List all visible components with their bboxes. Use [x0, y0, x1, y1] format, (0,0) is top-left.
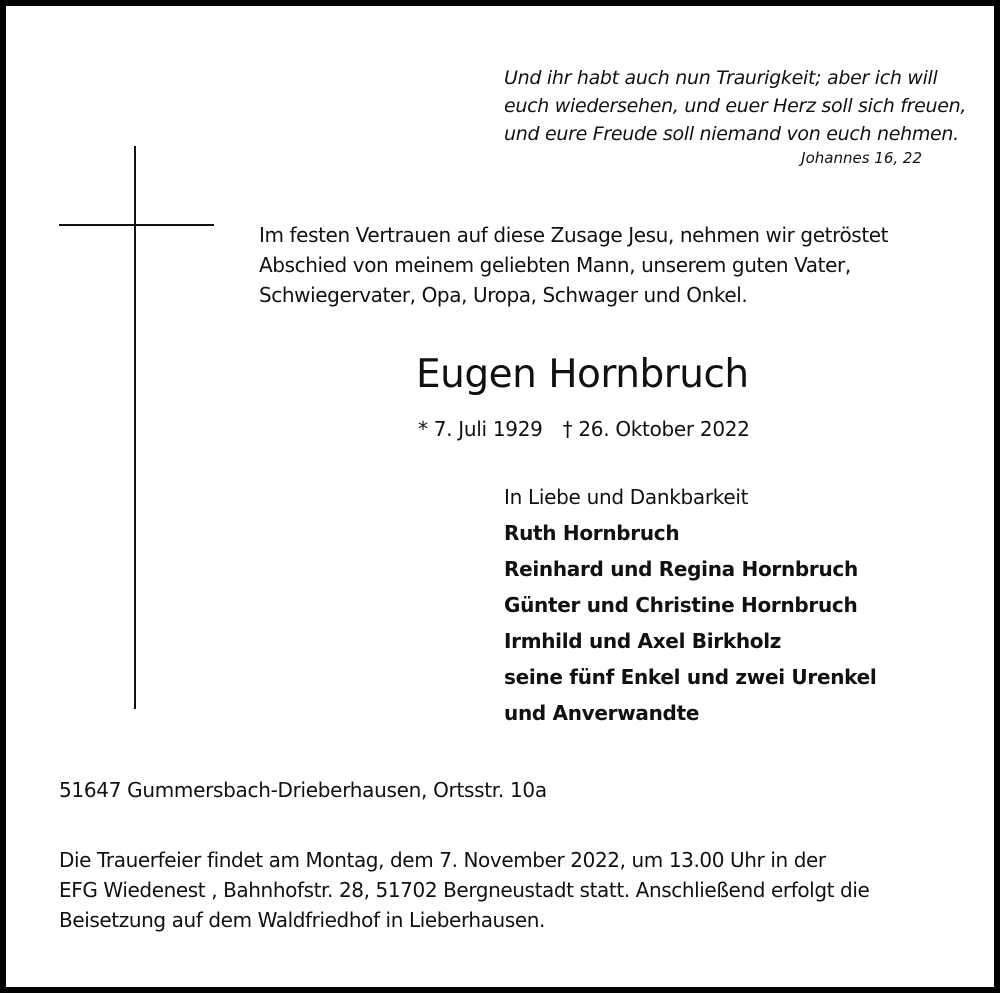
death-date: † 26. Oktober 2022 [562, 417, 750, 441]
signoff-block [504, 479, 944, 731]
verse-reference: Johannes 16, 22 [801, 149, 922, 167]
cross-horizontal-bar [59, 224, 214, 226]
mourner-name: Irmhild und Axel Birkholz [504, 629, 782, 653]
birth-date: * 7. Juli 1929 [418, 417, 543, 441]
signoff-heading: In Liebe und Dankbarkeit [504, 485, 749, 509]
family-address: 51647 Gummersbach-Drieberhausen, Ortsstr. 10a [59, 778, 547, 802]
notice-line: Die Trauerfeier findet am Montag, dem 7. November 2022, um 13.00 Uhr in der [59, 848, 826, 872]
intro-line: Schwiegervater, Opa, Uropa, Schwager und Onkel. [259, 283, 748, 307]
bible-verse [504, 64, 967, 148]
cross-vertical-bar [134, 146, 136, 709]
notice-line: EFG Wiedenest , Bahnhofstr. 28, 51702 Bergneustadt statt. Anschließend erfolgt die [59, 878, 870, 902]
intro-text [259, 220, 959, 310]
mourner-name: Reinhard und Regina Hornbruch [504, 557, 858, 581]
mourner-name: Günter und Christine Hornbruch [504, 593, 858, 617]
notice-line: Beisetzung auf dem Waldfriedhof in Lieberhausen. [59, 908, 545, 932]
mourner-name: seine fünf Enkel und zwei Urenkel [504, 665, 877, 689]
intro-line: Im festen Vertrauen auf diese Zusage Jesu, nehmen wir getröstet [259, 223, 889, 247]
funeral-notice [59, 845, 959, 935]
mourner-name: und Anverwandte [504, 701, 700, 725]
verse-line: Und ihr habt auch nun Traurigkeit; aber ich will [504, 67, 938, 89]
life-dates [418, 415, 750, 443]
mourner-name: Ruth Hornbruch [504, 521, 680, 545]
deceased-name: Eugen Hornbruch [416, 352, 749, 397]
verse-line: und eure Freude soll niemand von euch nehmen. [504, 123, 959, 145]
intro-line: Abschied von meinem geliebten Mann, unserem guten Vater, [259, 253, 851, 277]
verse-line: euch wiedersehen, und euer Herz soll sich freuen, [504, 95, 967, 117]
